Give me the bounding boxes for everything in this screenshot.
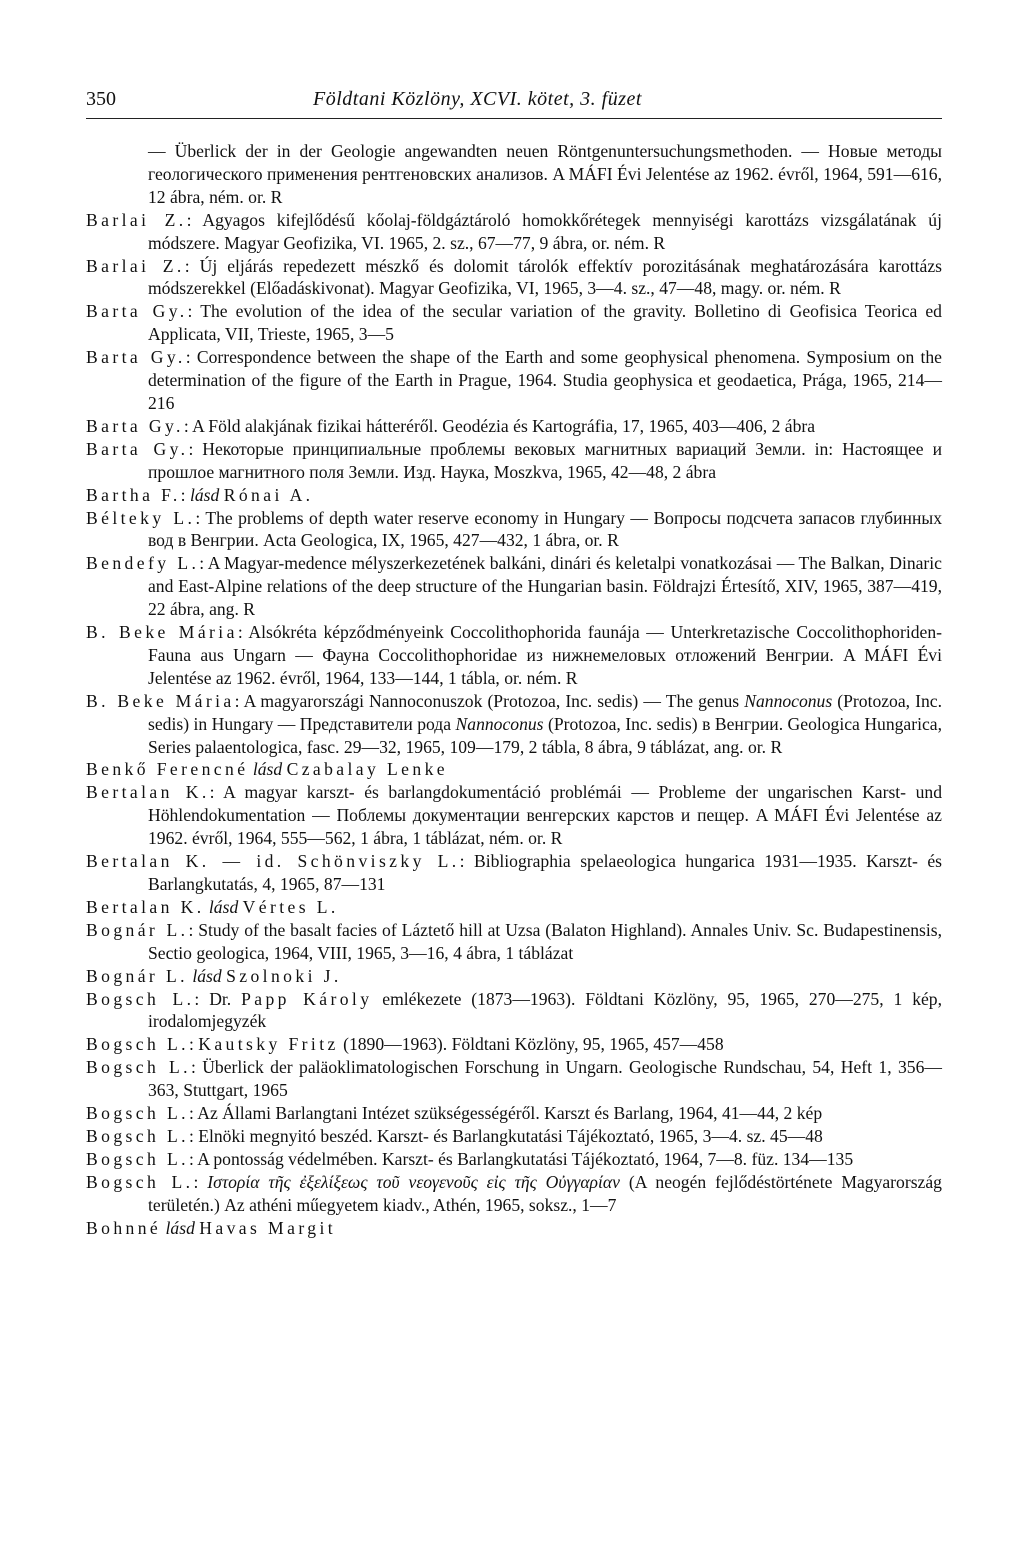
see-reference: lásd	[208, 896, 239, 917]
entry-author: Barta Gy.	[86, 347, 186, 368]
bibliography-entry: Bogsch L.: Kautsky Fritz (1890—1963). Földtani Közlöny, 95, 1965, 457—458	[86, 1034, 724, 1055]
entry-author: Bartha F.	[86, 484, 181, 505]
entry-author: Bertalan K. — id. Schönviszky L.	[86, 851, 460, 872]
bibliography-entry: Bogsch L.: Überlick der paläoklimatologischen Forschung in Ungarn. Geologische Rundschau, 54, Heft 1, 356—363, Stuttgart, 1965	[86, 1057, 942, 1101]
entry-author: Bendefy L.	[86, 553, 200, 574]
bibliography-entry: Bendefy L.: A Magyar-medence mélyszerkezetének balkáni, dinári és keletalpi vonatkozásai — The Balkan, Dinaric and East-Alpine relations of the deep structure of the Hungarian basin. Földrajzi Értesítő, XIV, 1965, 387—419, 22 ábra, ang. R	[86, 553, 942, 620]
page-header	[86, 86, 942, 119]
entry-author: B. Beke Mária	[86, 622, 238, 643]
bibliography-entry: Bogsch L.: Ιστορία τῆς ἐξελίξεως τοῦ νεογενοῦς εἰς τῆς Οὐγγαρίαν (A neogén fejlődéstörténete Magyarország területén.) Az athéni műegyetem kiadv., Athén, 1965, soksz., 1—7	[86, 1171, 942, 1215]
entry-author: Barta Gy.	[86, 415, 184, 436]
bibliography-entry: Barlai Z.: Agyagos kifejlődésű kőolaj-földgáztároló homokkőrétegek mennyiségi karottázs vizsgálatának új módszere. Magyar Geofizika, VI. 1965, 2. sz., 67—77, 9 ábra, or. ném. R	[86, 209, 942, 253]
entry-author: Bogsch L.	[86, 1103, 189, 1124]
entry-author: Bogsch L.	[86, 1125, 189, 1146]
entry-author: Bogsch L.	[86, 1057, 191, 1078]
bibliography-entry: Barta Gy.: Некоторые принципиальные проблемы вековых магнитных вариаций Земли. in: Настоящее и прошлое магнитного поля Земли. Изд. Наука, Moszkva, 1965, 42—48, 2 ábra	[86, 438, 942, 482]
entry-author: Bélteky L.	[86, 507, 196, 528]
bibliography-list	[86, 140, 942, 1240]
entry-author: Bohnné	[86, 1217, 162, 1238]
referenced-author: Vértes L.	[242, 896, 339, 917]
running-title: Földtani Közlöny, XCVI. kötet, 3. füzet	[313, 88, 642, 110]
bibliography-entry: Barlai Z.: Új eljárás repedezett mészkő és dolomit tárolók effektív porozitásának meghatározására karottázs módszerekkel (Előadáskivonat). Magyar Geofizika, VI, 1965, 3—4. sz., 47—48, magy. or. ném. R	[86, 255, 942, 299]
entry-author: Bogsch L.	[86, 988, 195, 1009]
entry-author: Bogsch L.	[86, 1148, 189, 1169]
bibliography-entry: Bartha F.: lásd Rónai A.	[86, 484, 314, 505]
bibliography-entry	[86, 1217, 942, 1240]
see-reference: lásd	[192, 965, 222, 986]
entry-author: Barlai Z.	[86, 255, 185, 276]
bibliography-entry	[86, 965, 942, 988]
see-reference: lásd	[189, 484, 220, 505]
entry-author: Bognár L.	[86, 919, 189, 940]
entry-author: Barlai Z.	[86, 209, 187, 230]
bibliography-entry: Bélteky L.: The problems of depth water reserve economy in Hungary — Вопросы подсчета запасов глубинных вод в Венгрии. Acta Geologica, IX, 1965, 427—432, 1 ábra, or. R	[86, 507, 942, 551]
entry-author: Bogsch L.	[86, 1034, 189, 1055]
bibliography-entry: B. Beke Mária: Alsókréta képződményeink Coccolithophorida faunája — Unterkretazische Coccolithophoriden-Fauna aus Ungarn — Фауна Coccolithophoridae из нижнемеловых отложений Венгрии. A MÁFI Évi Jelentése az 1962. évről, 1964, 133—144, 1 tábla, or. ném. R	[86, 622, 942, 688]
referenced-author: Szolnoki J.	[226, 965, 342, 986]
page-number: 350	[86, 88, 116, 110]
bibliography-entry: Barta Gy.: The evolution of the idea of the secular variation of the gravity. Bolletino di Geofisica Teorica ed Applicata, VII, Trieste, 1965, 3—5	[86, 301, 942, 345]
bibliography-entry: Bogsch L.: Elnöki megnyitó beszéd. Karszt- és Barlangkutatási Tájékoztató, 1965, 3—4. sz. 45—48	[86, 1125, 823, 1146]
see-reference: lásd	[252, 759, 283, 780]
see-reference: lásd	[165, 1217, 195, 1238]
bibliography-entry: Bogsch L.: Az Állami Barlangtani Intézet szükségességéről. Karszt és Barlang, 1964, 41—44, 2 kép	[86, 1103, 823, 1124]
entry-author: Barta Gy.	[86, 301, 188, 322]
bibliography-entry: Bertalan K. — id. Schönviszky L.: Bibliographia spelaeologica hungarica 1931—1935. Karszt- és Barlangkutatás, 4, 1965, 87—131	[86, 851, 942, 894]
bibliography-entry	[86, 758, 942, 781]
subject-person: Kautsky Fritz	[198, 1034, 339, 1055]
bibliography-entry: Bogsch L.: A pontosság védelmében. Karszt- és Barlangkutatási Tájékoztató, 1964, 7—8. füz. 134—135	[86, 1148, 854, 1169]
entry-author: Bertalan K.	[86, 782, 210, 803]
referenced-author: Rónai A.	[223, 484, 314, 505]
entry-author: Bertalan K.	[86, 896, 205, 917]
entry-author: Benkő Ferencné	[86, 759, 249, 780]
entry-author: Bogsch L.	[86, 1171, 194, 1192]
referenced-author: Czabalay Lenke	[286, 759, 448, 780]
bibliography-entry: Bogsch L.: Dr. Papp Károly emlékezete (1873—1963). Földtani Közlöny, 95, 1965, 270—275, 1 kép, irodalomjegyzék	[86, 988, 942, 1032]
bibliography-entry: B. Beke Mária: A magyarországi Nannoconuszok (Protozoa, Inc. sedis) — The genus Nannoconus (Protozoa, Inc. sedis) in Hungary — Представители рода Nannoconus (Protozoa, Inc. sedis) в Венгрии. Geologica Hungarica, Series palaentologica, fasc. 29—32, 1965, 109—179, 2 tábla, 8 ábra, 9 táblázat, ang. or. R	[86, 690, 943, 757]
bibliography-entry: Barta Gy.: Correspondence between the shape of the Earth and some geophysical phenomena. Symposium on the determination of the figure of the Earth in Prague, 1964. Studia geophysica et geodaetica, Prága, 1965, 214—216	[86, 347, 942, 413]
bibliography-entry	[86, 896, 942, 919]
entry-author: Bognár L.	[86, 965, 188, 986]
bibliography-entry: Bertalan K.: A magyar karszt- és barlangdokumentáció problémái — Probleme der ungarischen Karst- und Höhlendokumentation — Поблемы документации венгерских карстов и пещер. A MÁFI Évi Jelentése az 1962. évről, 1964, 555—562, 1 ábra, 1 táblázat, ném. or. R	[86, 782, 942, 849]
bibliography-entry: Barta Gy.: A Föld alakjának fizikai hátteréről. Geodézia és Kartográfia, 17, 1965, 403—406, 2 ábra	[86, 415, 816, 436]
entry-author: B. Beke Mária	[86, 690, 235, 711]
bibliography-entry: Bognár L.: Study of the basalt facies of Láztető hill at Uzsa (Balaton Highland). Annales Univ. Sc. Budapestinensis, Sectio geologica, 1964, VIII, 1965, 3—16, 4 ábra, 1 táblázat	[86, 919, 943, 963]
entry-author: Barta Gy.	[86, 438, 189, 459]
referenced-author: Havas Margit	[199, 1217, 337, 1238]
subject-person: Papp Károly	[241, 988, 373, 1009]
bibliography-entry: — Überlick der in der Geologie angewandten neuen Röntgenuntersuchungsmethoden. — Новые методы геологического применения рентгеновских анализов. A MÁFI Évi Jelentése az 1962. évről, 1964, 591—616, 12 ábra, ném. or. R	[148, 141, 942, 207]
